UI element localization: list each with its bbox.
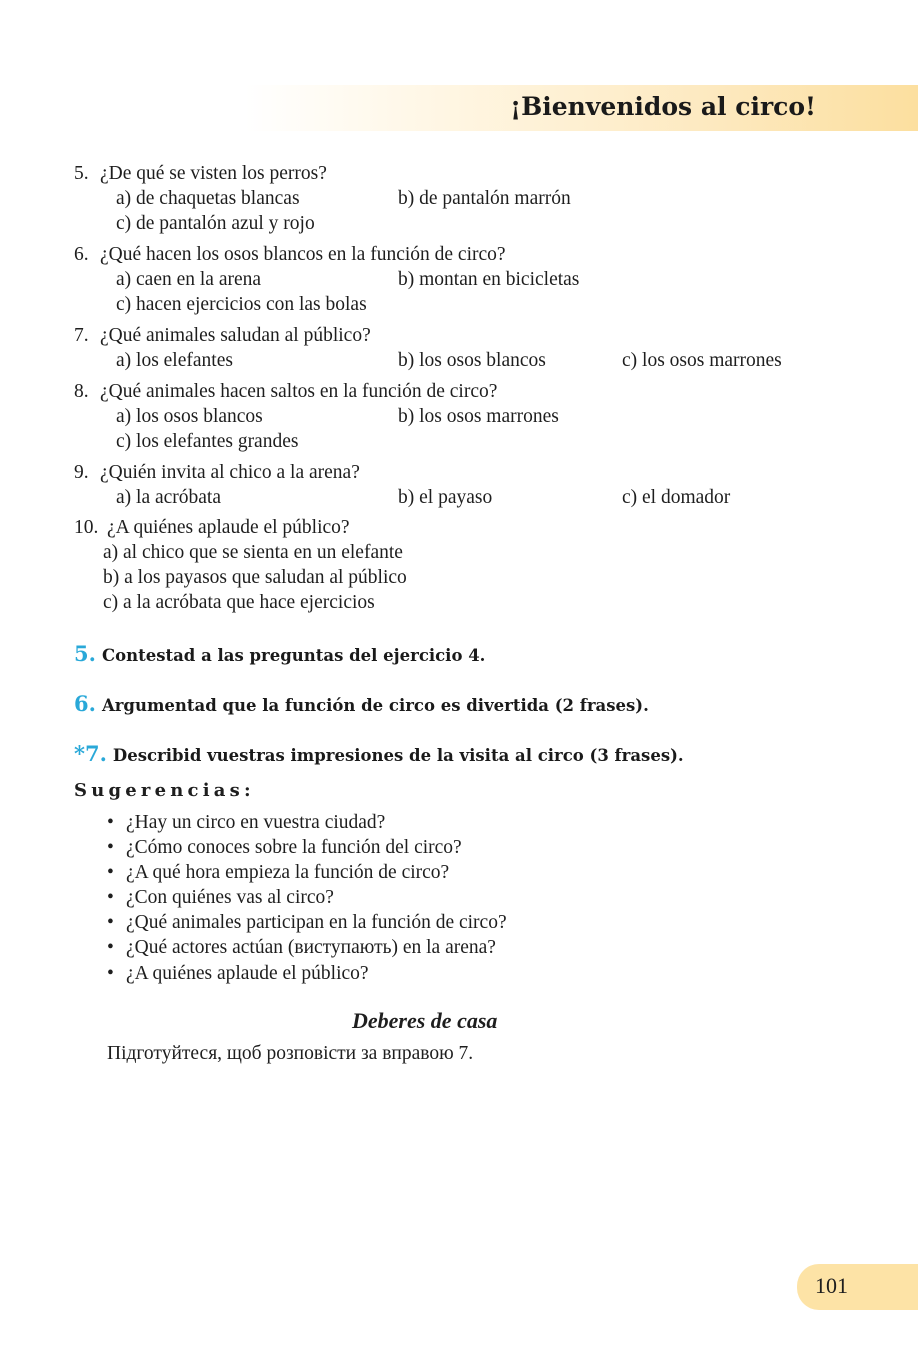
list-item-text: ¿Con quiénes vas al circo? bbox=[126, 887, 334, 909]
option-b: b) a los payasos que saludan al público bbox=[103, 567, 407, 588]
question-text: ¿Qué animales hacen saltos en la función de circo? bbox=[100, 381, 498, 402]
option-c: c) los elefantes grandes bbox=[116, 431, 299, 452]
suggestions-title: Sugerencias: bbox=[74, 780, 255, 801]
question-number: 6. bbox=[74, 244, 89, 265]
option-c: c) a la acróbata que hace ejercicios bbox=[103, 592, 375, 613]
list-item-text: ¿A quiénes aplaude el público? bbox=[126, 962, 369, 984]
exercise-text: Contestad a las preguntas del ejercicio 4. bbox=[101, 646, 486, 665]
suggestions-list bbox=[105, 810, 507, 986]
bullet-icon: • bbox=[107, 812, 114, 833]
list-item-text: ¿A qué hora empieza la función de circo? bbox=[126, 862, 450, 884]
option-b: b) montan en bicicletas bbox=[398, 269, 580, 290]
option-a: a) al chico que se sienta en un elefante bbox=[103, 542, 403, 563]
question-number: 10. bbox=[74, 517, 99, 538]
question-text: ¿Quién invita al chico a la arena? bbox=[100, 462, 360, 483]
bullet-icon: • bbox=[107, 837, 114, 859]
bullet-icon: • bbox=[107, 887, 114, 909]
list-item bbox=[105, 810, 507, 835]
question-text: ¿Qué animales saludan al público? bbox=[100, 325, 371, 346]
option-c: c) los osos marrones bbox=[622, 350, 782, 371]
option-a: a) los elefantes bbox=[116, 350, 233, 371]
list-item bbox=[105, 935, 507, 960]
question-number: 9. bbox=[74, 462, 89, 483]
question-number: 5. bbox=[74, 163, 89, 184]
page-title: ¡Bienvenidos al circo! bbox=[510, 92, 816, 121]
exercise-number: 6. bbox=[74, 691, 96, 716]
question-text: ¿De qué se visten los perros? bbox=[100, 163, 327, 184]
option-c: c) hacen ejercicios con las bolas bbox=[116, 294, 367, 315]
exercise-text: Argumentad que la función de circo es divertida (2 frases). bbox=[101, 696, 649, 715]
option-a: a) la acróbata bbox=[116, 487, 222, 508]
exercise-text: Describid vuestras impresiones de la visita al circo (3 frases). bbox=[112, 746, 684, 765]
option-b: b) el payaso bbox=[398, 487, 493, 508]
option-b: b) los osos blancos bbox=[398, 350, 546, 371]
list-item-text: ¿Hay un circo en vuestra ciudad? bbox=[126, 812, 386, 833]
bullet-icon: • bbox=[107, 937, 114, 959]
question-text: ¿A quiénes aplaude el público? bbox=[107, 517, 350, 538]
homework-title: Deberes de casa bbox=[352, 1008, 498, 1033]
list-item bbox=[105, 910, 507, 935]
bullet-icon: • bbox=[107, 862, 114, 884]
option-a: a) caen en la arena bbox=[116, 269, 262, 290]
list-item-text: ¿Qué animales participan en la función de circo? bbox=[126, 912, 507, 934]
exercise-5 bbox=[74, 641, 485, 666]
list-item bbox=[105, 835, 507, 860]
homework-text: Підготуйтеся, щоб розповісти за вправою 7. bbox=[107, 1043, 474, 1064]
list-item bbox=[105, 860, 507, 885]
option-c: c) el domador bbox=[622, 487, 731, 508]
option-a: a) los osos blancos bbox=[116, 406, 263, 427]
question-number: 7. bbox=[74, 325, 89, 346]
bullet-icon: • bbox=[107, 912, 114, 934]
exercise-number: *7. bbox=[74, 741, 107, 766]
question-number: 8. bbox=[74, 381, 89, 402]
list-item bbox=[105, 961, 507, 986]
list-item-text: ¿Cómo conoces sobre la función del circo? bbox=[126, 837, 462, 859]
question-text: ¿Qué hacen los osos blancos en la función de circo? bbox=[100, 244, 506, 265]
option-b: b) de pantalón marrón bbox=[398, 188, 571, 209]
exercise-7 bbox=[74, 741, 684, 766]
exercise-6 bbox=[74, 691, 649, 716]
bullet-icon: • bbox=[107, 962, 114, 984]
list-item bbox=[105, 885, 507, 910]
option-b: b) los osos marrones bbox=[398, 406, 559, 427]
option-a: a) de chaquetas blancas bbox=[116, 188, 300, 209]
page-number: 101 bbox=[815, 1273, 848, 1298]
list-item-text: ¿Qué actores actúan (виступають) en la arena? bbox=[126, 937, 496, 959]
option-c: c) de pantalón azul y rojo bbox=[116, 213, 315, 234]
exercise-number: 5. bbox=[74, 641, 96, 666]
